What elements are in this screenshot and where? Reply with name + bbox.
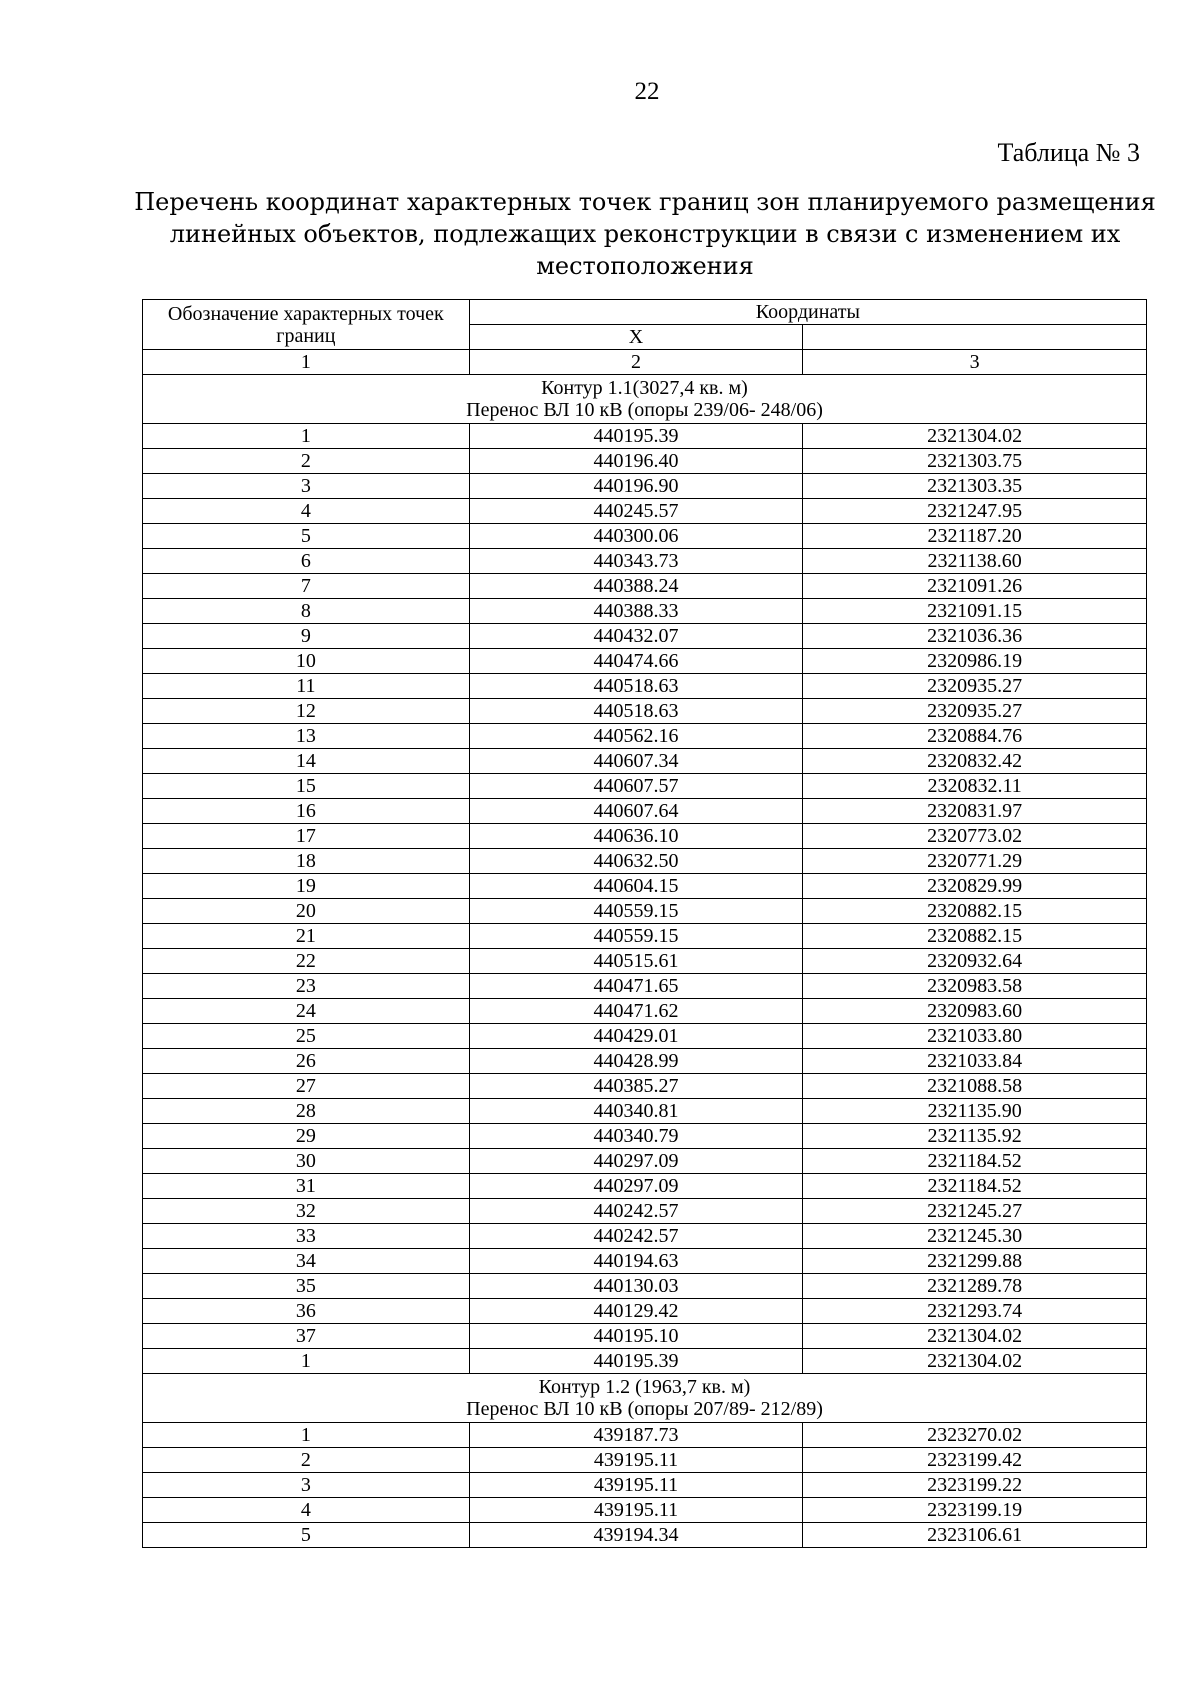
y-coordinate-cell: 2320884.76 xyxy=(803,724,1147,749)
section-title: Контур 1.1(3027,4 кв. м) xyxy=(541,377,748,399)
point-number-cell: 7 xyxy=(143,574,470,599)
point-number-cell: 31 xyxy=(143,1174,470,1199)
point-number-cell: 35 xyxy=(143,1274,470,1299)
y-coordinate-cell: 2320773.02 xyxy=(803,824,1147,849)
section-subtitle: Перенос ВЛ 10 кВ (опоры 207/89- 212/89) xyxy=(466,1398,823,1420)
table-row xyxy=(143,849,1147,874)
header-num-2: 2 xyxy=(469,350,803,375)
y-coordinate-cell: 2323106.61 xyxy=(803,1523,1147,1548)
x-coordinate-cell: 440388.24 xyxy=(469,574,803,599)
x-coordinate-cell: 440607.64 xyxy=(469,799,803,824)
table-row xyxy=(143,1124,1147,1149)
x-coordinate-cell: 440562.16 xyxy=(469,724,803,749)
y-coordinate-cell: 2321036.36 xyxy=(803,624,1147,649)
y-coordinate-cell: 2321304.02 xyxy=(803,1349,1147,1374)
table-row xyxy=(143,874,1147,899)
point-number-cell: 3 xyxy=(143,1473,470,1498)
point-number-cell: 4 xyxy=(143,499,470,524)
x-coordinate-cell: 440636.10 xyxy=(469,824,803,849)
point-number-cell: 27 xyxy=(143,1074,470,1099)
y-coordinate-cell: 2321245.30 xyxy=(803,1224,1147,1249)
x-coordinate-cell: 440607.57 xyxy=(469,774,803,799)
x-coordinate-cell: 440196.40 xyxy=(469,449,803,474)
table-row xyxy=(143,774,1147,799)
point-number-cell: 1 xyxy=(143,424,470,449)
y-coordinate-cell: 2321135.90 xyxy=(803,1099,1147,1124)
point-number-cell: 24 xyxy=(143,999,470,1024)
y-coordinate-cell: 2320829.99 xyxy=(803,874,1147,899)
x-coordinate-cell: 440515.61 xyxy=(469,949,803,974)
x-coordinate-cell: 440343.73 xyxy=(469,549,803,574)
x-coordinate-cell: 439187.73 xyxy=(469,1423,803,1448)
point-number-cell: 26 xyxy=(143,1049,470,1074)
y-coordinate-cell: 2320935.27 xyxy=(803,674,1147,699)
table-row xyxy=(143,799,1147,824)
point-number-cell: 1 xyxy=(143,1349,470,1374)
y-coordinate-cell: 2320983.58 xyxy=(803,974,1147,999)
point-number-cell: 32 xyxy=(143,1199,470,1224)
x-coordinate-cell: 440471.62 xyxy=(469,999,803,1024)
header-num-3: 3 xyxy=(803,350,1147,375)
y-coordinate-cell: 2321184.52 xyxy=(803,1174,1147,1199)
table-row xyxy=(143,1049,1147,1074)
section-header-cell xyxy=(143,375,1147,424)
table-row xyxy=(143,499,1147,524)
point-number-cell: 34 xyxy=(143,1249,470,1274)
header-x: X xyxy=(469,325,803,350)
table-row xyxy=(143,1099,1147,1124)
x-coordinate-cell: 440297.09 xyxy=(469,1174,803,1199)
point-number-cell: 12 xyxy=(143,699,470,724)
point-number-cell: 28 xyxy=(143,1099,470,1124)
table-row xyxy=(143,949,1147,974)
table-row xyxy=(143,924,1147,949)
table-row xyxy=(143,749,1147,774)
y-coordinate-cell: 2320935.27 xyxy=(803,699,1147,724)
table-row xyxy=(143,1299,1147,1324)
y-coordinate-cell: 2323199.19 xyxy=(803,1498,1147,1523)
table-row xyxy=(143,1274,1147,1299)
point-number-cell: 9 xyxy=(143,624,470,649)
x-coordinate-cell: 440297.09 xyxy=(469,1149,803,1174)
point-number-cell: 14 xyxy=(143,749,470,774)
y-coordinate-cell: 2321187.20 xyxy=(803,524,1147,549)
table-row xyxy=(143,699,1147,724)
y-coordinate-cell: 2321135.92 xyxy=(803,1124,1147,1149)
x-coordinate-cell: 439195.11 xyxy=(469,1448,803,1473)
point-number-cell: 29 xyxy=(143,1124,470,1149)
page-number: 22 xyxy=(634,78,660,105)
x-coordinate-cell: 440559.15 xyxy=(469,924,803,949)
table-row xyxy=(143,1074,1147,1099)
x-coordinate-cell: 440195.39 xyxy=(469,1349,803,1374)
point-number-cell: 11 xyxy=(143,674,470,699)
point-number-cell: 16 xyxy=(143,799,470,824)
table-row xyxy=(143,1448,1147,1473)
x-coordinate-cell: 439195.11 xyxy=(469,1473,803,1498)
y-coordinate-cell: 2321088.58 xyxy=(803,1074,1147,1099)
y-coordinate-cell: 2321184.52 xyxy=(803,1149,1147,1174)
section-subtitle: Перенос ВЛ 10 кВ (опоры 239/06- 248/06) xyxy=(466,399,823,421)
y-coordinate-cell: 2320983.60 xyxy=(803,999,1147,1024)
y-coordinate-cell: 2321091.26 xyxy=(803,574,1147,599)
table-row xyxy=(143,624,1147,649)
point-number-cell: 17 xyxy=(143,824,470,849)
table-row xyxy=(143,549,1147,574)
table-body xyxy=(143,300,1147,1548)
y-coordinate-cell: 2321304.02 xyxy=(803,424,1147,449)
point-number-cell: 3 xyxy=(143,474,470,499)
header-num-1: 1 xyxy=(143,350,470,375)
x-coordinate-cell: 440196.90 xyxy=(469,474,803,499)
table-row xyxy=(143,524,1147,549)
header-row-top xyxy=(143,300,1147,325)
header-row-numbers xyxy=(143,350,1147,375)
coordinates-table xyxy=(142,299,1147,1548)
y-coordinate-cell: 2320831.97 xyxy=(803,799,1147,824)
x-coordinate-cell: 440428.99 xyxy=(469,1049,803,1074)
table-row xyxy=(143,1349,1147,1374)
x-coordinate-cell: 440432.07 xyxy=(469,624,803,649)
y-coordinate-cell: 2321299.88 xyxy=(803,1249,1147,1274)
point-number-cell: 4 xyxy=(143,1498,470,1523)
point-number-cell: 5 xyxy=(143,1523,470,1548)
point-number-cell: 33 xyxy=(143,1224,470,1249)
table-row xyxy=(143,1224,1147,1249)
x-coordinate-cell: 440518.63 xyxy=(469,699,803,724)
table-row xyxy=(143,899,1147,924)
point-number-cell: 10 xyxy=(143,649,470,674)
table-row xyxy=(143,1324,1147,1349)
x-coordinate-cell: 440129.42 xyxy=(469,1299,803,1324)
y-coordinate-cell: 2320986.19 xyxy=(803,649,1147,674)
point-number-cell: 30 xyxy=(143,1149,470,1174)
x-coordinate-cell: 440242.57 xyxy=(469,1199,803,1224)
table-row xyxy=(143,1024,1147,1049)
y-coordinate-cell: 2321303.75 xyxy=(803,449,1147,474)
table-row xyxy=(143,1199,1147,1224)
x-coordinate-cell: 440130.03 xyxy=(469,1274,803,1299)
x-coordinate-cell: 440195.39 xyxy=(469,424,803,449)
header-point-designation: Обозначение характерных точек границ xyxy=(143,300,470,350)
point-number-cell: 20 xyxy=(143,899,470,924)
x-coordinate-cell: 440300.06 xyxy=(469,524,803,549)
y-coordinate-cell: 2320832.11 xyxy=(803,774,1147,799)
x-coordinate-cell: 440340.81 xyxy=(469,1099,803,1124)
point-number-cell: 6 xyxy=(143,549,470,574)
y-coordinate-cell: 2321245.27 xyxy=(803,1199,1147,1224)
point-number-cell: 2 xyxy=(143,1448,470,1473)
point-number-cell: 15 xyxy=(143,774,470,799)
y-coordinate-cell: 2321293.74 xyxy=(803,1299,1147,1324)
x-coordinate-cell: 440194.63 xyxy=(469,1249,803,1274)
y-coordinate-cell: 2320882.15 xyxy=(803,899,1147,924)
point-number-cell: 1 xyxy=(143,1423,470,1448)
x-coordinate-cell: 440429.01 xyxy=(469,1024,803,1049)
y-coordinate-cell: 2321247.95 xyxy=(803,499,1147,524)
x-coordinate-cell: 440632.50 xyxy=(469,849,803,874)
y-coordinate-cell: 2323199.22 xyxy=(803,1473,1147,1498)
x-coordinate-cell: 440385.27 xyxy=(469,1074,803,1099)
table-row xyxy=(143,599,1147,624)
point-number-cell: 8 xyxy=(143,599,470,624)
table-row xyxy=(143,424,1147,449)
y-coordinate-cell: 2321033.84 xyxy=(803,1049,1147,1074)
header-y xyxy=(803,325,1147,350)
table-row xyxy=(143,574,1147,599)
table-row xyxy=(143,1149,1147,1174)
point-number-cell: 18 xyxy=(143,849,470,874)
x-coordinate-cell: 440471.65 xyxy=(469,974,803,999)
y-coordinate-cell: 2321033.80 xyxy=(803,1024,1147,1049)
point-number-cell: 13 xyxy=(143,724,470,749)
section-header-row xyxy=(143,375,1147,424)
section-header-row xyxy=(143,1374,1147,1423)
y-coordinate-cell: 2321289.78 xyxy=(803,1274,1147,1299)
table-row xyxy=(143,724,1147,749)
x-coordinate-cell: 440195.10 xyxy=(469,1324,803,1349)
y-coordinate-cell: 2323270.02 xyxy=(803,1423,1147,1448)
x-coordinate-cell: 440340.79 xyxy=(469,1124,803,1149)
y-coordinate-cell: 2320771.29 xyxy=(803,849,1147,874)
point-number-cell: 36 xyxy=(143,1299,470,1324)
point-number-cell: 21 xyxy=(143,924,470,949)
x-coordinate-cell: 440474.66 xyxy=(469,649,803,674)
point-number-cell: 25 xyxy=(143,1024,470,1049)
table-row xyxy=(143,1174,1147,1199)
table-row xyxy=(143,974,1147,999)
point-number-cell: 22 xyxy=(143,949,470,974)
x-coordinate-cell: 440604.15 xyxy=(469,874,803,899)
y-coordinate-cell: 2320882.15 xyxy=(803,924,1147,949)
y-coordinate-cell: 2323199.42 xyxy=(803,1448,1147,1473)
y-coordinate-cell: 2321304.02 xyxy=(803,1324,1147,1349)
x-coordinate-cell: 439195.11 xyxy=(469,1498,803,1523)
header-coordinates: Координаты xyxy=(469,300,1146,325)
y-coordinate-cell: 2321303.35 xyxy=(803,474,1147,499)
point-number-cell: 37 xyxy=(143,1324,470,1349)
x-coordinate-cell: 439194.34 xyxy=(469,1523,803,1548)
x-coordinate-cell: 440245.57 xyxy=(469,499,803,524)
x-coordinate-cell: 440388.33 xyxy=(469,599,803,624)
y-coordinate-cell: 2320932.64 xyxy=(803,949,1147,974)
table-row xyxy=(143,474,1147,499)
table-row xyxy=(143,1498,1147,1523)
table-row xyxy=(143,1473,1147,1498)
table-row xyxy=(143,449,1147,474)
y-coordinate-cell: 2321138.60 xyxy=(803,549,1147,574)
table-label: Таблица № 3 xyxy=(997,138,1140,167)
point-number-cell: 5 xyxy=(143,524,470,549)
x-coordinate-cell: 440518.63 xyxy=(469,674,803,699)
table-row xyxy=(143,1249,1147,1274)
section-header-cell xyxy=(143,1374,1147,1423)
table-row xyxy=(143,999,1147,1024)
section-title: Контур 1.2 (1963,7 кв. м) xyxy=(538,1376,751,1398)
y-coordinate-cell: 2320832.42 xyxy=(803,749,1147,774)
x-coordinate-cell: 440607.34 xyxy=(469,749,803,774)
table-row xyxy=(143,824,1147,849)
x-coordinate-cell: 440242.57 xyxy=(469,1224,803,1249)
point-number-cell: 2 xyxy=(143,449,470,474)
table-row xyxy=(143,649,1147,674)
table-row xyxy=(143,1523,1147,1548)
x-coordinate-cell: 440559.15 xyxy=(469,899,803,924)
y-coordinate-cell: 2321091.15 xyxy=(803,599,1147,624)
point-number-cell: 23 xyxy=(143,974,470,999)
document-title: Перечень координат характерных точек границ зон планируемого размещения линейных объектов, подлежащих реконструкции в связи с изменением их местоположения xyxy=(134,188,1156,280)
table-row xyxy=(143,674,1147,699)
table-row xyxy=(143,1423,1147,1448)
point-number-cell: 19 xyxy=(143,874,470,899)
